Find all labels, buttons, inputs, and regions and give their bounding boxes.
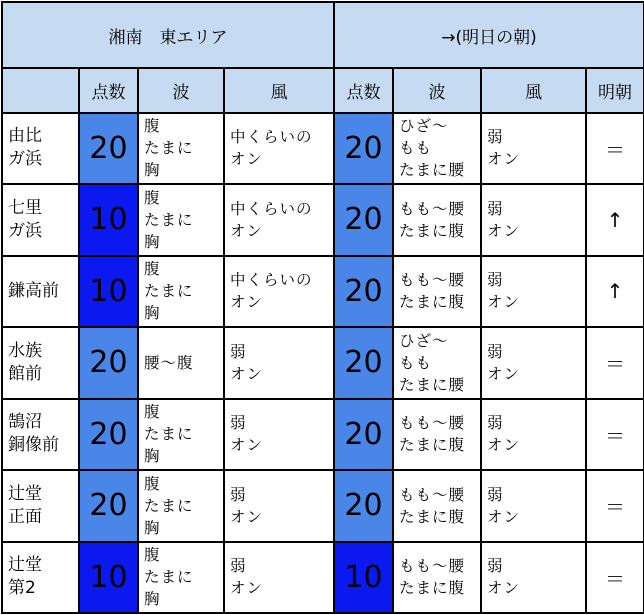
header-wave: 波 <box>138 68 224 112</box>
spot-name: 由比 ガ浜 <box>2 113 79 184</box>
header-wave-tomorrow: 波 <box>393 68 481 112</box>
trend-cell: ＝ <box>586 113 644 184</box>
header-spot <box>2 68 79 112</box>
wave-tomorrow-cell: ひざ〜 もも たまに腰 <box>393 113 481 184</box>
wind-tomorrow-cell: 弱 オン <box>481 113 586 184</box>
trend-cell: ↑ <box>586 184 644 255</box>
score-tomorrow-cell: 20 <box>334 256 393 327</box>
header-score: 点数 <box>79 68 138 112</box>
wind-tomorrow-cell: 弱 オン <box>481 470 586 541</box>
wind-tomorrow-cell: 弱 オン <box>481 399 586 470</box>
trend-cell: ＝ <box>586 399 644 470</box>
wind-cell: 中くらいの オン <box>224 184 334 255</box>
wind-cell: 弱 オン <box>224 327 334 398</box>
wave-tomorrow-cell: もも〜腰 たまに腹 <box>393 184 481 255</box>
table-row <box>2 256 644 327</box>
spot-name: 辻堂 第2 <box>2 542 79 613</box>
score-tomorrow-cell: 10 <box>334 542 393 613</box>
column-header-row <box>2 68 644 112</box>
wave-cell: 腹 たまに 胸 <box>138 542 224 613</box>
header-row <box>2 2 644 68</box>
table-row <box>2 399 644 470</box>
trend-cell: ↑ <box>586 256 644 327</box>
table-row <box>2 184 644 255</box>
score-cell: 20 <box>79 470 138 541</box>
score-cell: 20 <box>79 327 138 398</box>
wave-tomorrow-cell: もも〜腰 たまに腹 <box>393 256 481 327</box>
score-tomorrow-cell: 20 <box>334 327 393 398</box>
wind-tomorrow-cell: 弱 オン <box>481 184 586 255</box>
spot-name: 鎌高前 <box>2 256 79 327</box>
spot-name: 水族 館前 <box>2 327 79 398</box>
wave-cell: 腹 たまに 胸 <box>138 256 224 327</box>
score-tomorrow-cell: 20 <box>334 470 393 541</box>
header-score-tomorrow: 点数 <box>334 68 393 112</box>
table-row <box>2 113 644 184</box>
score-cell: 20 <box>79 113 138 184</box>
wave-cell: 腹 たまに 胸 <box>138 470 224 541</box>
spot-name: 辻堂 正面 <box>2 470 79 541</box>
header-tomorrow-morning: 明朝 <box>586 68 644 112</box>
wind-cell: 中くらいの オン <box>224 113 334 184</box>
wave-tomorrow-cell: もも〜腰 たまに腹 <box>393 399 481 470</box>
wind-tomorrow-cell: 弱 オン <box>481 327 586 398</box>
wave-cell: 腰〜腹 <box>138 327 224 398</box>
score-tomorrow-cell: 20 <box>334 399 393 470</box>
wind-tomorrow-cell: 弱 オン <box>481 256 586 327</box>
table-row <box>2 542 644 613</box>
trend-cell: ＝ <box>586 327 644 398</box>
header-wind-tomorrow: 風 <box>481 68 586 112</box>
area-title: 湘南 東エリア <box>2 2 334 68</box>
tomorrow-title: →(明日の朝) <box>334 2 644 68</box>
score-tomorrow-cell: 20 <box>334 113 393 184</box>
wave-cell: 腹 たまに 胸 <box>138 184 224 255</box>
wind-tomorrow-cell: 弱 オン <box>481 542 586 613</box>
score-cell: 10 <box>79 256 138 327</box>
score-tomorrow-cell: 20 <box>334 184 393 255</box>
trend-cell: ＝ <box>586 542 644 613</box>
wind-cell: 弱 オン <box>224 399 334 470</box>
table-row <box>2 470 644 541</box>
table-row <box>2 327 644 398</box>
spot-name: 鵠沼 銅像前 <box>2 399 79 470</box>
wind-cell: 弱 オン <box>224 470 334 541</box>
wave-cell: 腹 たまに 胸 <box>138 399 224 470</box>
score-cell: 10 <box>79 184 138 255</box>
trend-cell: ＝ <box>586 470 644 541</box>
wind-cell: 弱 オン <box>224 542 334 613</box>
wave-tomorrow-cell: もも〜腰 たまに腹 <box>393 542 481 613</box>
score-cell: 20 <box>79 399 138 470</box>
wave-cell: 腹 たまに 胸 <box>138 113 224 184</box>
wind-cell: 中くらいの オン <box>224 256 334 327</box>
wave-tomorrow-cell: もも〜腰 たまに腹 <box>393 470 481 541</box>
header-wind: 風 <box>224 68 334 112</box>
spot-name: 七里 ガ浜 <box>2 184 79 255</box>
score-cell: 10 <box>79 542 138 613</box>
surf-forecast-table <box>1 1 644 614</box>
wave-tomorrow-cell: ひざ〜 もも たまに腰 <box>393 327 481 398</box>
